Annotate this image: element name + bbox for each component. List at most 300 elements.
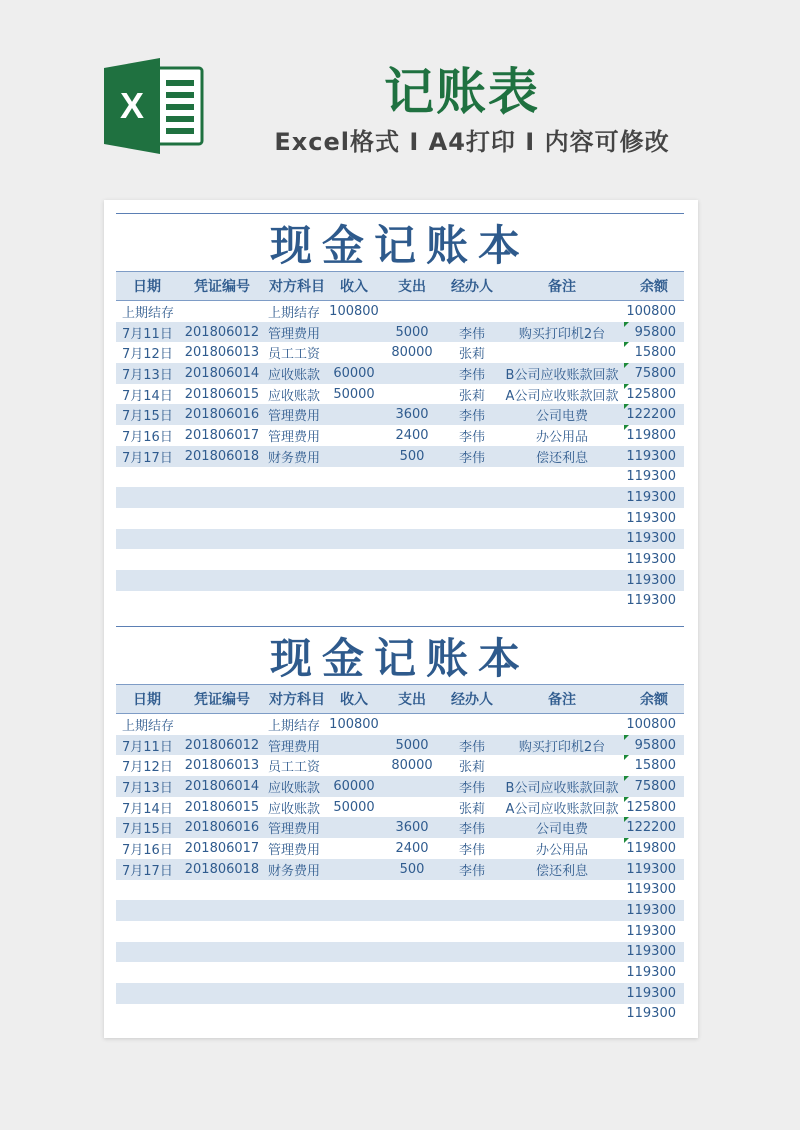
table-cell[interactable]: 119300 [626, 903, 676, 919]
ledger-sheet [104, 200, 698, 1038]
table-cell[interactable] [266, 942, 328, 963]
table-cell[interactable]: 100800 [626, 716, 676, 732]
table-cell[interactable] [178, 487, 266, 508]
table-cell[interactable] [328, 838, 380, 859]
table-cell[interactable] [380, 921, 444, 942]
table-cell[interactable] [266, 962, 328, 983]
table-row [116, 508, 684, 529]
table-cell[interactable] [328, 921, 380, 942]
table-cell[interactable] [380, 776, 444, 797]
table-cell[interactable] [380, 363, 444, 384]
table-cell[interactable]: 财务费用 [268, 450, 321, 466]
table-header-row [116, 272, 684, 301]
table-cell[interactable] [500, 921, 624, 942]
table-cell[interactable] [328, 404, 380, 425]
page-subtitle: Excel格式 I A4打印 I 内容可修改 [274, 128, 670, 156]
table-cell[interactable] [380, 301, 444, 322]
table-row [116, 591, 684, 612]
table-cell[interactable]: 张莉 [458, 347, 485, 363]
table-cell[interactable] [328, 425, 380, 446]
table-cell[interactable]: 75800 [634, 778, 676, 794]
table-cell[interactable]: 95800 [634, 737, 676, 753]
table-cell[interactable]: 119300 [626, 965, 676, 981]
table-cell[interactable] [116, 880, 178, 901]
table-cell[interactable]: 119300 [626, 448, 676, 464]
table-cell[interactable]: 201806017 [184, 840, 260, 856]
table-cell[interactable] [500, 508, 624, 529]
table-cell[interactable]: 500 [399, 448, 425, 464]
table-cell[interactable] [380, 570, 444, 591]
table-cell[interactable]: 偿还利息 [535, 450, 588, 466]
table-row [116, 487, 684, 508]
table-cell[interactable] [116, 487, 178, 508]
table-cell[interactable]: 50000 [333, 799, 375, 815]
table-cell[interactable]: 122200 [626, 407, 676, 423]
table-cell[interactable]: 5000 [395, 324, 429, 340]
table-cell[interactable] [266, 508, 328, 529]
table-cell[interactable]: 李伟 [458, 409, 485, 425]
table-cell[interactable]: 李伟 [458, 326, 485, 342]
table-cell[interactable] [444, 900, 500, 921]
block-divider [116, 626, 684, 627]
table-cell[interactable] [178, 301, 266, 322]
table-row [116, 962, 684, 983]
table-cell[interactable] [500, 900, 624, 921]
table-cell[interactable] [178, 900, 266, 921]
table-cell[interactable]: 125800 [626, 386, 676, 402]
table-cell[interactable]: 119300 [626, 944, 676, 960]
table-cell[interactable] [380, 508, 444, 529]
table-cell[interactable]: 李伟 [458, 842, 485, 858]
table-cell[interactable] [380, 549, 444, 570]
ledger-table [116, 684, 684, 1024]
table-cell[interactable]: 119300 [626, 1006, 676, 1022]
table-cell[interactable] [444, 467, 500, 488]
table-cell[interactable]: 3600 [395, 407, 429, 423]
table-cell[interactable]: 办公用品 [535, 842, 588, 858]
table-cell[interactable]: 119300 [626, 469, 676, 485]
table-row [116, 363, 684, 384]
table-cell[interactable]: 财务费用 [268, 863, 321, 879]
table-row [116, 404, 684, 425]
table-cell[interactable] [328, 735, 380, 756]
table-cell[interactable] [178, 942, 266, 963]
table-cell[interactable]: 应收账款 [268, 388, 321, 404]
table-cell[interactable] [178, 983, 266, 1004]
table-cell[interactable] [500, 549, 624, 570]
table-cell[interactable] [178, 529, 266, 550]
column-header: 凭证编号 [194, 279, 250, 295]
ledger-table [116, 271, 684, 611]
table-cell[interactable]: 100800 [329, 303, 379, 319]
table-cell[interactable]: 李伟 [458, 739, 485, 755]
table-cell[interactable]: 119300 [626, 531, 676, 547]
table-cell[interactable]: 管理费用 [268, 822, 321, 838]
table-cell[interactable] [444, 942, 500, 963]
table-cell[interactable]: 119300 [626, 552, 676, 568]
table-cell[interactable] [500, 467, 624, 488]
table-cell[interactable] [116, 900, 178, 921]
table-cell[interactable] [116, 591, 178, 612]
table-cell[interactable]: 119300 [626, 490, 676, 506]
table-cell[interactable] [380, 467, 444, 488]
table-cell[interactable] [380, 384, 444, 405]
table-header-row [116, 685, 684, 714]
table-cell[interactable]: 张莉 [458, 760, 485, 776]
table-cell[interactable] [178, 570, 266, 591]
table-cell[interactable]: 应收账款 [268, 780, 321, 796]
table-cell[interactable] [266, 549, 328, 570]
table-cell[interactable] [328, 322, 380, 343]
column-header: 经办人 [451, 692, 493, 708]
table-cell[interactable] [328, 467, 380, 488]
table-cell[interactable]: 75800 [634, 365, 676, 381]
table-cell[interactable]: 201806014 [184, 778, 260, 794]
table-cell[interactable]: 80000 [391, 345, 433, 361]
table-cell[interactable] [266, 983, 328, 1004]
table-cell[interactable] [178, 921, 266, 942]
column-header: 对方科目 [269, 279, 325, 295]
table-cell[interactable] [500, 755, 624, 776]
table-cell[interactable]: 119300 [626, 882, 676, 898]
table-cell[interactable] [266, 529, 328, 550]
table-cell[interactable] [444, 529, 500, 550]
table-cell[interactable] [266, 570, 328, 591]
table-cell[interactable] [178, 508, 266, 529]
table-cell[interactable]: 500 [399, 861, 425, 877]
table-cell[interactable]: 上期结存 [122, 305, 175, 321]
table-cell[interactable]: 201806014 [184, 365, 260, 381]
table-row [116, 797, 684, 818]
table-row [116, 549, 684, 570]
table-cell[interactable]: 201806013 [184, 345, 260, 361]
table-cell[interactable] [328, 817, 380, 838]
table-cell[interactable]: 119300 [626, 593, 676, 609]
table-cell[interactable]: 李伟 [458, 822, 485, 838]
table-cell[interactable]: 201806018 [184, 448, 260, 464]
table-cell[interactable] [380, 962, 444, 983]
table-cell[interactable]: 7月16日 [122, 842, 173, 858]
table-cell[interactable] [500, 570, 624, 591]
table-cell[interactable] [380, 900, 444, 921]
table-cell[interactable] [444, 921, 500, 942]
table-row [116, 446, 684, 467]
table-cell[interactable] [380, 487, 444, 508]
table-cell[interactable]: 购买打印机2台 [518, 326, 606, 342]
table-cell[interactable] [444, 1004, 500, 1025]
column-header: 备注 [548, 279, 576, 295]
table-cell[interactable] [266, 880, 328, 901]
table-cell[interactable]: 上期结存 [268, 718, 321, 734]
table-cell[interactable] [380, 983, 444, 1004]
column-header: 余额 [640, 692, 668, 708]
table-row [116, 322, 684, 343]
table-row [116, 838, 684, 859]
table-cell[interactable]: 201806017 [184, 427, 260, 443]
page-title: 记账表 [384, 63, 540, 121]
table-cell[interactable] [178, 591, 266, 612]
table-cell[interactable]: 李伟 [458, 429, 485, 445]
table-cell[interactable] [500, 1004, 624, 1025]
table-cell[interactable]: 7月12日 [122, 760, 173, 776]
table-cell[interactable]: 李伟 [458, 863, 485, 879]
table-cell[interactable] [266, 591, 328, 612]
ledger-block-1 [116, 213, 684, 613]
table-row [116, 301, 684, 322]
table-row [116, 342, 684, 363]
table-row [116, 776, 684, 797]
table-cell[interactable]: 7月11日 [122, 326, 173, 342]
table-cell[interactable]: 5000 [395, 737, 429, 753]
table-cell[interactable]: 7月11日 [122, 739, 173, 755]
table-cell[interactable] [328, 529, 380, 550]
table-cell[interactable]: 员工工资 [268, 760, 321, 776]
table-cell[interactable] [328, 591, 380, 612]
table-cell[interactable]: 员工工资 [268, 347, 321, 363]
table-cell[interactable] [444, 962, 500, 983]
table-cell[interactable] [500, 942, 624, 963]
table-cell[interactable]: 201806012 [184, 737, 260, 753]
table-cell[interactable]: 80000 [391, 758, 433, 774]
table-cell[interactable]: 7月17日 [122, 450, 173, 466]
table-cell[interactable]: 7月14日 [122, 388, 173, 404]
table-cell[interactable]: 100800 [626, 303, 676, 319]
table-row [116, 1004, 684, 1025]
table-cell[interactable]: 15800 [634, 758, 676, 774]
table-cell[interactable]: 李伟 [458, 450, 485, 466]
excel-logo-letter: X [119, 85, 145, 126]
ledger-title: 现金记账本 [269, 221, 530, 270]
table-cell[interactable]: 7月12日 [122, 347, 173, 363]
table-cell[interactable] [444, 570, 500, 591]
table-cell[interactable]: 7月14日 [122, 801, 173, 817]
table-row [116, 425, 684, 446]
table-cell[interactable]: 119300 [626, 572, 676, 588]
table-cell[interactable]: 管理费用 [268, 326, 321, 342]
table-row [116, 384, 684, 405]
table-cell[interactable]: 7月17日 [122, 863, 173, 879]
table-cell[interactable]: 119300 [626, 510, 676, 526]
table-cell[interactable]: 50000 [333, 386, 375, 402]
table-cell[interactable] [116, 942, 178, 963]
table-cell[interactable]: A公司应收账款回款 [505, 801, 619, 817]
table-cell[interactable] [178, 880, 266, 901]
table-cell[interactable]: 3600 [395, 820, 429, 836]
table-cell[interactable]: 张莉 [458, 801, 485, 817]
ledger-block-2 [116, 626, 684, 1026]
table-cell[interactable] [444, 880, 500, 901]
table-cell[interactable]: 应收账款 [268, 801, 321, 817]
table-cell[interactable]: 上期结存 [122, 718, 175, 734]
table-cell[interactable] [380, 797, 444, 818]
table-cell[interactable]: 201806015 [184, 799, 260, 815]
table-row [116, 714, 684, 735]
column-header: 支出 [398, 692, 426, 708]
table-cell[interactable]: 管理费用 [268, 842, 321, 858]
table-cell[interactable]: 15800 [634, 345, 676, 361]
table-cell[interactable] [500, 529, 624, 550]
table-cell[interactable] [266, 921, 328, 942]
column-header: 备注 [548, 692, 576, 708]
table-cell[interactable] [380, 942, 444, 963]
table-cell[interactable] [116, 983, 178, 1004]
table-cell[interactable] [266, 467, 328, 488]
table-cell[interactable]: 管理费用 [268, 429, 321, 445]
column-header: 余额 [640, 279, 668, 295]
table-cell[interactable]: 管理费用 [268, 409, 321, 425]
table-cell[interactable]: 李伟 [458, 367, 485, 383]
table-cell[interactable] [444, 301, 500, 322]
page-header [0, 0, 800, 200]
table-cell[interactable]: 201806012 [184, 324, 260, 340]
table-cell[interactable] [444, 983, 500, 1004]
table-row [116, 529, 684, 550]
column-header: 经办人 [451, 279, 493, 295]
table-cell[interactable] [380, 591, 444, 612]
table-cell[interactable] [328, 859, 380, 880]
table-cell[interactable] [380, 529, 444, 550]
table-cell[interactable]: 122200 [626, 820, 676, 836]
table-row [116, 570, 684, 591]
table-cell[interactable]: 7月16日 [122, 429, 173, 445]
table-cell[interactable]: 119800 [626, 427, 676, 443]
table-cell[interactable] [116, 508, 178, 529]
table-row [116, 755, 684, 776]
table-cell[interactable] [328, 880, 380, 901]
table-cell[interactable] [328, 983, 380, 1004]
table-cell[interactable]: 7月15日 [122, 822, 173, 838]
table-cell[interactable] [328, 549, 380, 570]
table-cell[interactable]: 201806016 [184, 407, 260, 423]
column-header: 日期 [133, 279, 161, 295]
table-cell[interactable] [178, 714, 266, 735]
table-cell[interactable]: 95800 [634, 324, 676, 340]
table-cell[interactable] [328, 570, 380, 591]
table-cell[interactable] [266, 487, 328, 508]
table-cell[interactable] [328, 487, 380, 508]
table-cell[interactable] [328, 962, 380, 983]
table-cell[interactable]: 201806018 [184, 861, 260, 877]
table-cell[interactable]: 7月13日 [122, 780, 173, 796]
table-cell[interactable]: 2400 [395, 427, 429, 443]
table-cell[interactable] [500, 880, 624, 901]
table-cell[interactable] [328, 900, 380, 921]
table-cell[interactable] [178, 1004, 266, 1025]
column-header: 支出 [398, 279, 426, 295]
table-row [116, 467, 684, 488]
table-cell[interactable]: 119800 [626, 840, 676, 856]
table-cell[interactable] [444, 508, 500, 529]
table-row [116, 735, 684, 756]
table-cell[interactable] [328, 755, 380, 776]
table-cell[interactable]: 管理费用 [268, 739, 321, 755]
table-cell[interactable] [178, 467, 266, 488]
table-cell[interactable] [380, 880, 444, 901]
table-cell[interactable]: A公司应收账款回款 [505, 388, 619, 404]
table-cell[interactable]: 办公用品 [535, 429, 588, 445]
table-cell[interactable] [328, 342, 380, 363]
table-cell[interactable] [116, 549, 178, 570]
table-cell[interactable] [328, 942, 380, 963]
table-cell[interactable]: 7月15日 [122, 409, 173, 425]
table-cell[interactable] [328, 1004, 380, 1025]
table-cell[interactable] [116, 529, 178, 550]
table-cell[interactable] [500, 342, 624, 363]
table-cell[interactable] [500, 714, 624, 735]
table-cell[interactable]: 201806013 [184, 758, 260, 774]
table-cell[interactable] [178, 549, 266, 570]
table-cell[interactable]: 上期结存 [268, 305, 321, 321]
table-cell[interactable] [444, 714, 500, 735]
table-cell[interactable]: B公司应收账款回款 [505, 367, 619, 383]
table-cell[interactable] [266, 900, 328, 921]
table-cell[interactable] [328, 508, 380, 529]
table-row [116, 983, 684, 1004]
table-cell[interactable] [380, 1004, 444, 1025]
table-cell[interactable]: 201806016 [184, 820, 260, 836]
table-cell[interactable] [444, 487, 500, 508]
table-cell[interactable] [266, 1004, 328, 1025]
column-header: 收入 [340, 692, 368, 708]
table-cell[interactable]: 201806015 [184, 386, 260, 402]
table-cell[interactable]: B公司应收账款回款 [505, 780, 619, 796]
table-row [116, 880, 684, 901]
column-header: 收入 [340, 279, 368, 295]
block-divider [116, 213, 684, 214]
table-cell[interactable] [500, 301, 624, 322]
table-cell[interactable]: 公司电费 [535, 409, 588, 425]
table-cell[interactable]: 119300 [626, 985, 676, 1001]
column-header: 凭证编号 [194, 692, 250, 708]
table-cell[interactable] [328, 446, 380, 467]
table-cell[interactable] [116, 570, 178, 591]
column-header: 日期 [133, 692, 161, 708]
table-row [116, 900, 684, 921]
table-cell[interactable] [380, 714, 444, 735]
table-cell[interactable]: 购买打印机2台 [518, 739, 606, 755]
table-cell[interactable] [500, 962, 624, 983]
table-cell[interactable]: 60000 [333, 778, 375, 794]
table-cell[interactable] [444, 591, 500, 612]
table-cell[interactable]: 119300 [626, 923, 676, 939]
table-cell[interactable]: 偿还利息 [535, 863, 588, 879]
table-cell[interactable]: 100800 [329, 716, 379, 732]
table-cell[interactable] [444, 549, 500, 570]
table-cell[interactable]: 60000 [333, 365, 375, 381]
table-cell[interactable] [116, 962, 178, 983]
table-cell[interactable] [178, 962, 266, 983]
table-cell[interactable] [500, 983, 624, 1004]
ledger-title: 现金记账本 [269, 634, 530, 683]
table-cell[interactable]: 7月13日 [122, 367, 173, 383]
table-cell[interactable] [116, 467, 178, 488]
table-row [116, 921, 684, 942]
table-cell[interactable] [500, 591, 624, 612]
table-cell[interactable]: 李伟 [458, 780, 485, 796]
table-row [116, 859, 684, 880]
table-cell[interactable]: 应收账款 [268, 367, 321, 383]
table-cell[interactable]: 公司电费 [535, 822, 588, 838]
column-header: 对方科目 [269, 692, 325, 708]
table-cell[interactable]: 张莉 [458, 388, 485, 404]
table-row [116, 817, 684, 838]
table-cell[interactable] [116, 921, 178, 942]
table-cell[interactable] [500, 487, 624, 508]
table-cell[interactable] [116, 1004, 178, 1025]
table-cell[interactable]: 2400 [395, 840, 429, 856]
table-cell[interactable]: 125800 [626, 799, 676, 815]
table-cell[interactable]: 119300 [626, 861, 676, 877]
